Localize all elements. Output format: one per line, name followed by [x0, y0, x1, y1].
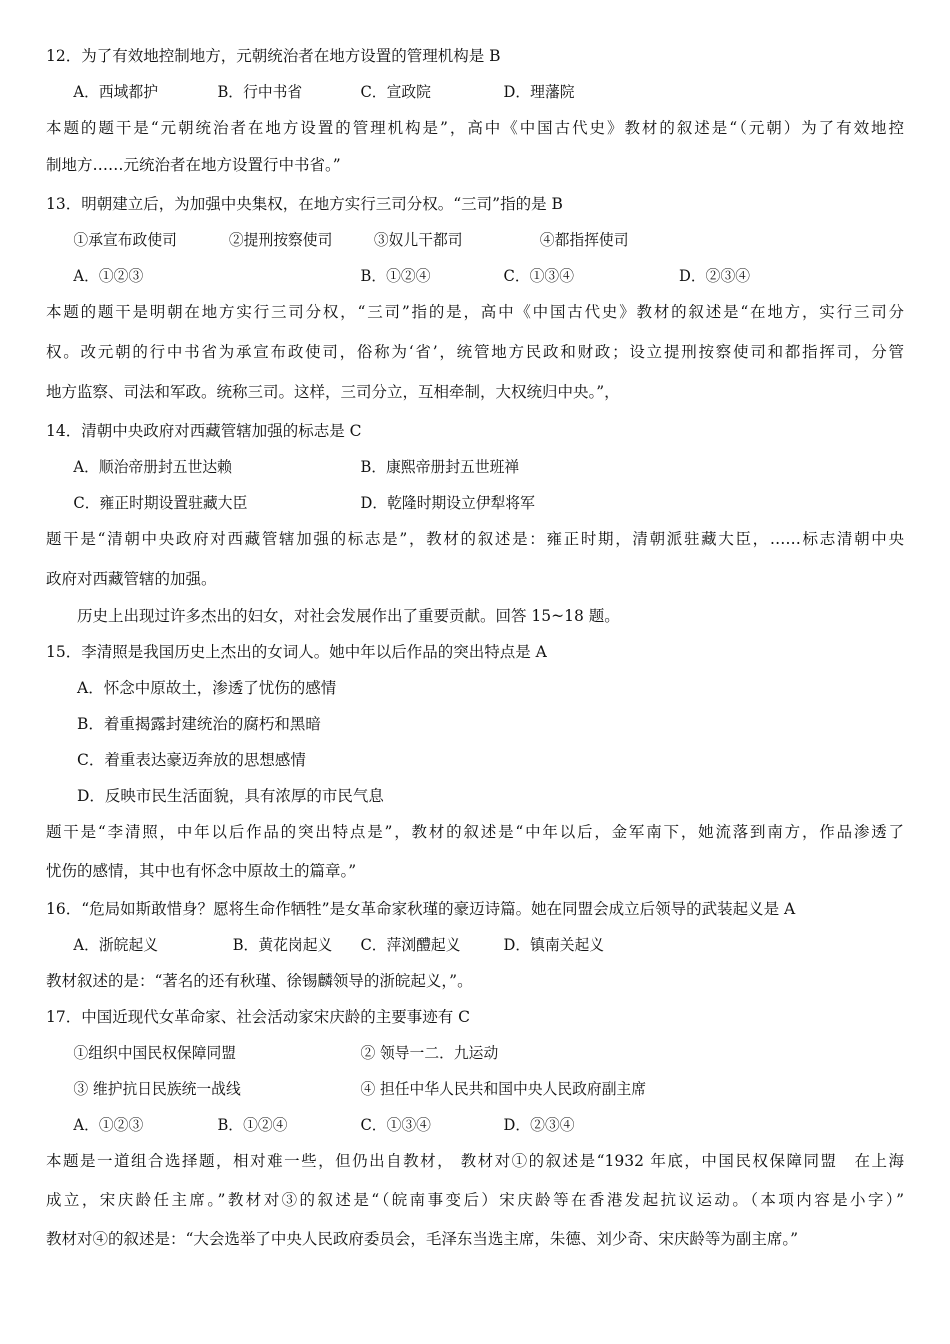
option-b: B．①②④ — [360, 267, 431, 285]
question-15-explain-line: 忧伤的感情，其中也有怀念中原故土的篇章。” — [46, 862, 357, 880]
question-12-options — [0, 81, 906, 103]
option-c: C．①③④ — [360, 1116, 431, 1134]
option-a: A．怀念中原故土，渗透了忧伤的感情 — [77, 679, 337, 697]
question-17-stem: 17．中国近现代女革命家、社会活动家宋庆龄的主要事迹有 C — [46, 1008, 471, 1026]
question-13-explain-line: 地方监察、司法和军政。统称三司。这样，三司分立，互相牵制，大权统归中央。”， — [46, 383, 620, 401]
option-b: B．行中书省 — [217, 83, 303, 101]
option-c: C．着重表达豪迈奔放的思想感情 — [77, 751, 306, 769]
question-13-stem: 13．明朝建立后，为加强中央集权，在地方实行三司分权。“三司”指的是 B — [46, 195, 563, 213]
option-b: B．康熙帝册封五世班禅 — [360, 458, 520, 476]
question-14-explain-line: 题干是“清朝中央政府对西藏管辖加强的标志是”，教材的叙述是：雍正时期，清朝派驻藏大臣，……标志清朝中央 — [46, 530, 904, 548]
item-1: ①承宣布政使司 — [73, 231, 177, 249]
option-c: C．雍正时期设置驻藏大臣 — [73, 494, 248, 512]
question-12-explain-line: 本题的题干是“元朝统治者在地方设置的管理机构是”，高中《中国古代史》教材的叙述是“（元朝）为了有效地控 — [46, 119, 904, 137]
question-13-explain-line: 本题的题干是明朝在地方实行三司分权，“三司”指的是，高中《中国古代史》教材的叙述是“在地方，实行三司分 — [46, 303, 904, 321]
item-4: ④ 担任中华人民共和国中央人民政府副主席 — [360, 1080, 647, 1098]
option-a: A．浙皖起义 — [73, 936, 159, 954]
question-17-items-row-2 — [0, 1078, 906, 1100]
question-14-explain-line: 政府对西藏管辖的加强。 — [46, 570, 217, 588]
option-d: D．②③④ — [503, 1116, 575, 1134]
question-15-explain-line: 题干是“李清照，中年以后作品的突出特点是”，教材的叙述是“中年以后，金军南下，她流落到南方，作品渗透了 — [46, 823, 904, 841]
option-c: C．①③④ — [503, 267, 574, 285]
question-16-options — [0, 934, 906, 956]
question-14-options-row-1 — [0, 456, 906, 478]
option-a: A．①②③ — [73, 267, 144, 285]
option-d: D．乾隆时期设立伊犁将军 — [360, 494, 535, 512]
option-c: C．萍浏醴起义 — [360, 936, 461, 954]
item-3: ③ 维护抗日民族统一战线 — [73, 1080, 241, 1098]
item-1: ①组织中国民权保障同盟 — [73, 1044, 237, 1062]
question-15-stem: 15．李清照是我国历史上杰出的女词人。她中年以后作品的突出特点是 A — [46, 643, 547, 661]
item-2: ② 领导一二．九运动 — [360, 1044, 499, 1062]
question-17-explain-line: 教材对④的叙述是：“大会选举了中央人民政府委员会，毛泽东当选主席，朱德、刘少奇、宋庆龄等为副主席。” — [46, 1230, 799, 1248]
question-16-stem: 16．“危局如斯敢惜身？愿将生命作牺牲”是女革命家秋瑾的豪迈诗篇。她在同盟会成立后领导的武装起义是 A — [46, 900, 796, 918]
option-b: B．黄花岗起义 — [232, 936, 333, 954]
question-17-options — [0, 1114, 906, 1136]
option-d: D．镇南关起义 — [503, 936, 605, 954]
question-14-options-row-2 — [0, 492, 906, 514]
question-16-explain-line: 教材叙述的是：“著名的还有秋瑾、徐锡麟领导的浙皖起义，”。 — [46, 972, 473, 990]
question-14-stem: 14．清朝中央政府对西藏管辖加强的标志是 C — [46, 422, 362, 440]
option-c: C．宣政院 — [360, 83, 431, 101]
question-13-explain-line: 权。改元朝的行中书省为承宣布政使司，俗称为‘省’，统管地方民政和财政；设立提刑按察使司和都指挥司，分管 — [46, 343, 904, 361]
option-a: A．顺治帝册封五世达赖 — [73, 458, 232, 476]
question-17-items-row-1 — [0, 1042, 906, 1064]
question-17-explain-line: 本题是一道组合选择题，相对难一些，但仍出自教材， 教材对①的叙述是“1932 年底，中国民权保障同盟 在上海 — [46, 1152, 904, 1170]
question-17-explain-line: 成立，宋庆龄任主席。”教材对③的叙述是“（皖南事变后）宋庆龄等在香港发起抗议运动。（本项内容是小字）” — [46, 1191, 904, 1209]
item-2: ②提刑按察使司 — [228, 231, 333, 249]
item-4: ④都指挥使司 — [539, 231, 629, 249]
question-13-options — [0, 265, 906, 287]
option-b: B．着重揭露封建统治的腐朽和黑暗 — [77, 715, 321, 733]
question-12-explain-line: 制地方……元统治者在地方设置行中书省。” — [46, 156, 341, 174]
option-a: A．西域都护 — [73, 83, 159, 101]
group-intro: 历史上出现过许多杰出的妇女，对社会发展作出了重要贡献。回答 15~18 题。 — [77, 607, 620, 625]
item-3: ③奴儿干都司 — [373, 231, 463, 249]
question-12-stem: 12．为了有效地控制地方，元朝统治者在地方设置的管理机构是 B — [46, 47, 501, 65]
question-13-items — [0, 229, 906, 251]
option-d: D．理藩院 — [503, 83, 575, 101]
option-d: D．②③④ — [679, 267, 751, 285]
option-b: B．①②④ — [217, 1116, 288, 1134]
option-a: A．①②③ — [73, 1116, 144, 1134]
option-d: D．反映市民生活面貌，具有浓厚的市民气息 — [77, 787, 384, 805]
